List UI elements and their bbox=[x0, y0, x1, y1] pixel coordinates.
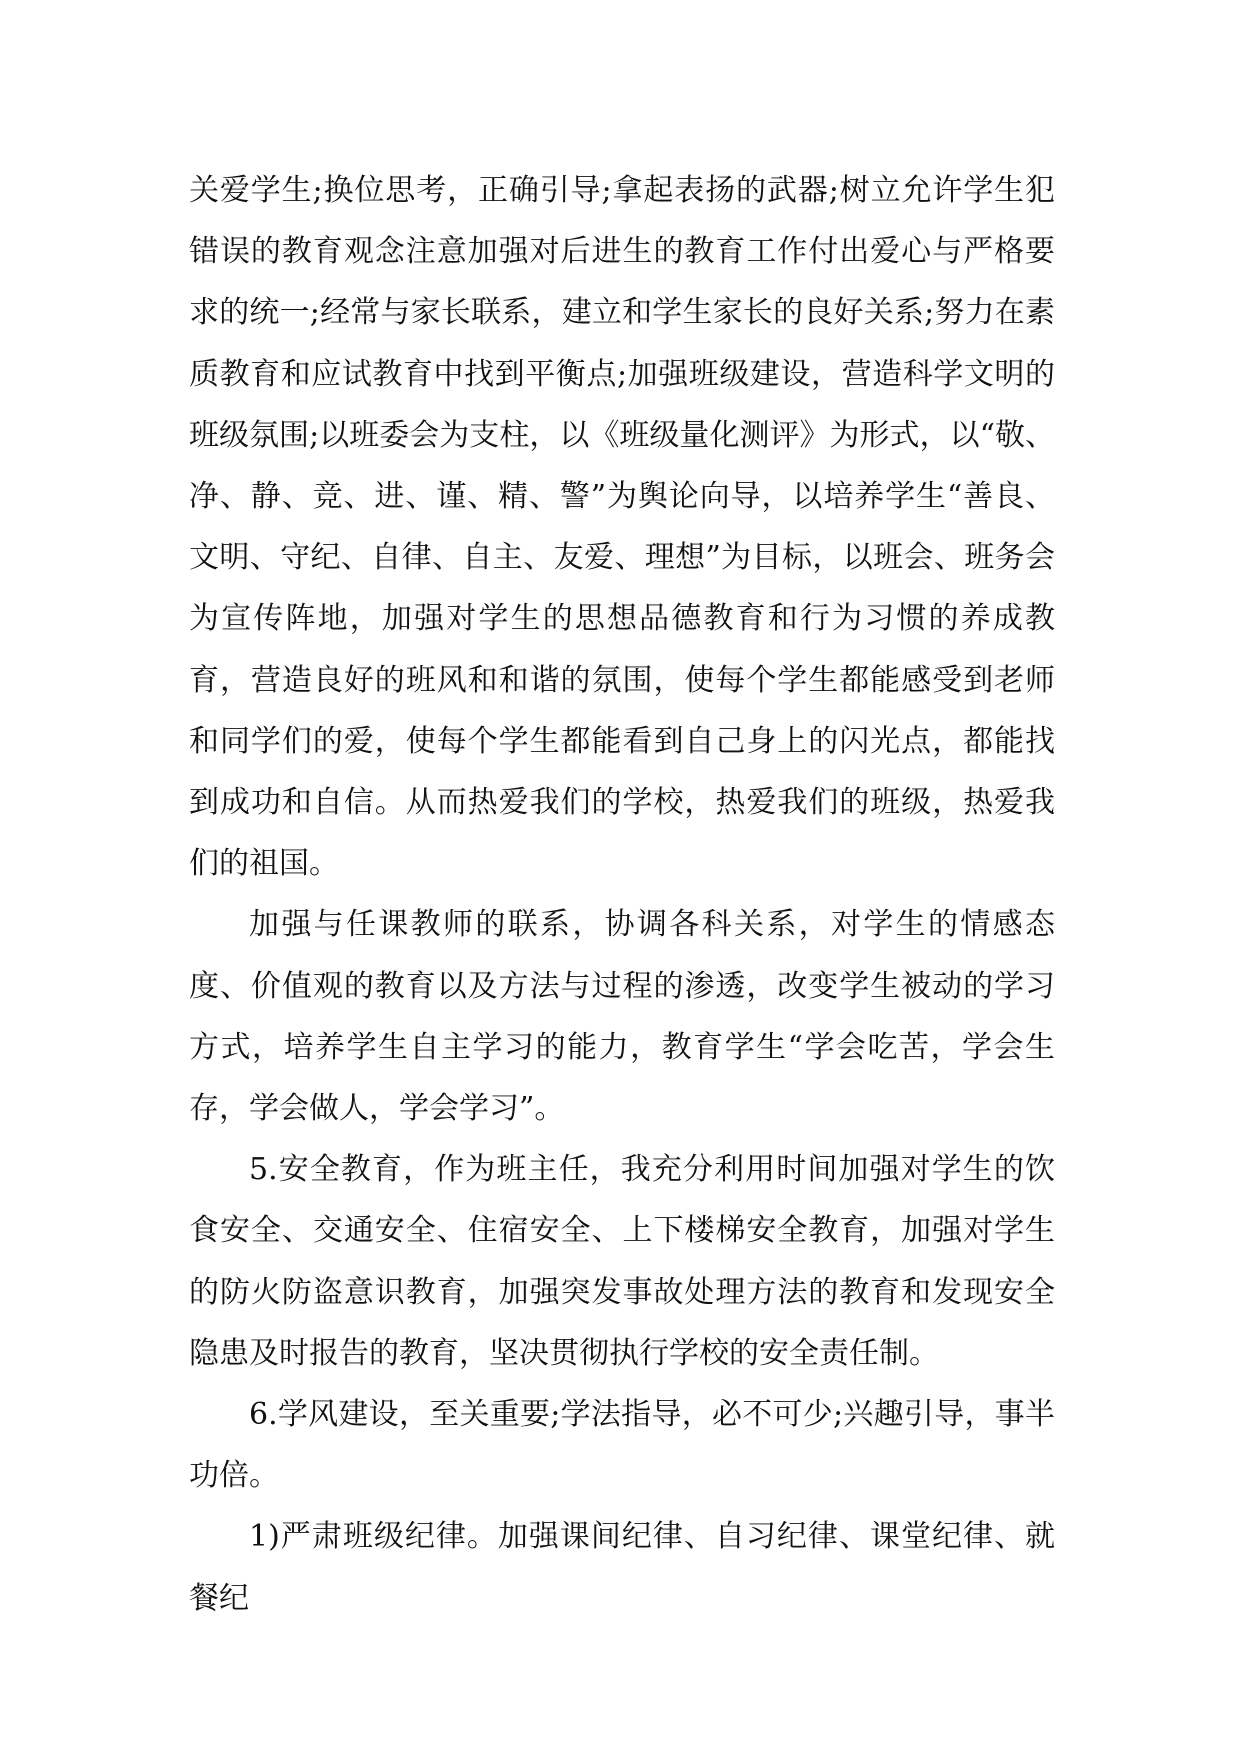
paragraph-3: 5.安全教育，作为班主任，我充分利用时间加强对学生的饮食安全、交通安全、住宿安全、上下楼梯安全教育，加强对学生的防火防盗意识教育，加强突发事故处理方法的教育和发现安全隐患及时报告的教育，坚决贯彻执行学校的安全责任制。 bbox=[189, 1152, 1055, 1371]
paragraph-4: 6.学风建设，至关重要;学法指导，必不可少;兴趣引导，事半功倍。 bbox=[189, 1397, 1055, 1494]
document-body bbox=[189, 160, 1055, 1629]
paragraph-1: 关爱学生;换位思考，正确引导;拿起表扬的武器;树立允许学生犯错误的教育观念注意加强对后进生的教育工作付出爱心与严格要求的统一;经常与家长联系，建立和学生家长的良好关系;努力在素质教育和应试教育中找到平衡点;加强班级建设，营造科学文明的班级氛围;以班委会为支柱，以《班级量化测评》为形式，以“敬、净、静、竞、进、谨、精、警”为舆论向导，以培养学生“善良、文明、守纪、自律、自主、友爱、理想”为目标，以班会、班务会为宣传阵地，加强对学生的思想品德教育和行为习惯的养成教育，营造良好的班风和和谐的氛围，使每个学生都能感受到老师和同学们的爱，使每个学生都能看到自己身上的闪光点，都能找到成功和自信。从而热爱我们的学校，热爱我们的班级，热爱我们的祖国。 bbox=[189, 173, 1055, 882]
paragraph-2: 加强与任课教师的联系，协调各科关系，对学生的情感态度、价值观的教育以及方法与过程的渗透，改变学生被动的学习方式，培养学生自主学习的能力，教育学生“学会吃苦，学会生存，学会做人，学会学习”。 bbox=[189, 907, 1055, 1127]
paragraph-5: 1)严肃班级纪律。加强课间纪律、自习纪律、课堂纪律、就餐纪 bbox=[189, 1519, 1055, 1616]
